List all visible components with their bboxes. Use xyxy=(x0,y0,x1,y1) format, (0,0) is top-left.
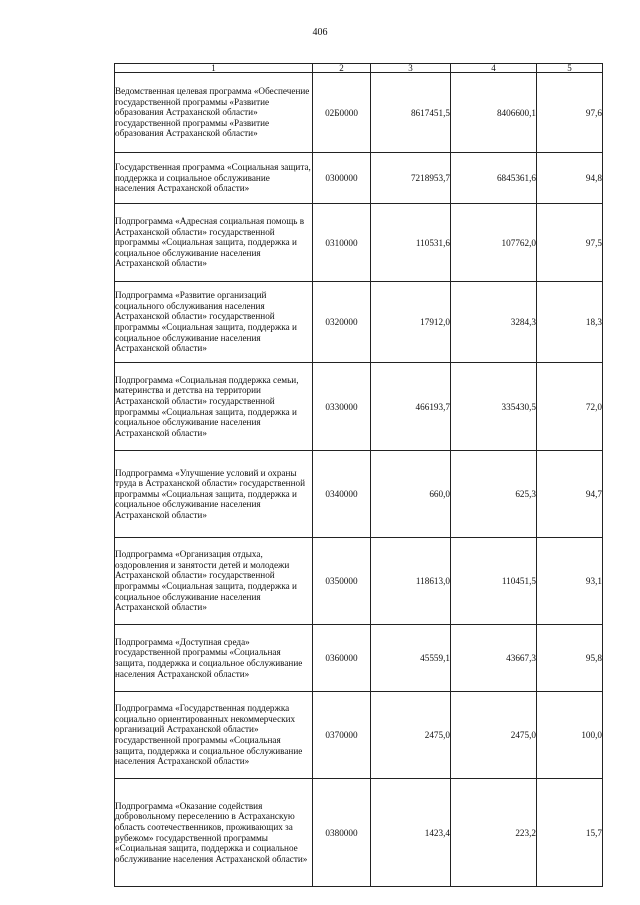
program-name: Подпрограмма «Организация отдыха, оздоровления и занятости детей и молодежи Астраханской области» государственной программы «Социальная защита, поддержка и социальное обслуживание населения Астраханской области» xyxy=(115,538,313,625)
program-code: 0360000 xyxy=(313,625,371,692)
budget-execution-table xyxy=(114,63,603,887)
actual-amount: 3284,3 xyxy=(451,282,537,363)
execution-percent: 97,6 xyxy=(537,73,603,153)
program-code: 0320000 xyxy=(313,282,371,363)
plan-amount: 8617451,5 xyxy=(371,73,451,153)
actual-amount: 8406600,1 xyxy=(451,73,537,153)
plan-amount: 466193,7 xyxy=(371,363,451,451)
execution-percent: 72,0 xyxy=(537,363,603,451)
plan-amount: 17912,0 xyxy=(371,282,451,363)
table-header-row xyxy=(115,64,603,73)
page-number: 406 xyxy=(312,27,328,38)
table-row xyxy=(115,204,603,282)
program-name: Государственная программа «Социальная защита, поддержка и социальное обслуживание населения Астраханской области» xyxy=(115,153,313,204)
actual-amount: 6845361,6 xyxy=(451,153,537,204)
program-code: 02Б0000 xyxy=(313,73,371,153)
program-name: Подпрограмма «Оказание содействия добровольному переселению в Астраханскую область соотечественников, проживающих за рубежом» государственной программы «Социальная защита, поддержка и социальное обслуживание населения Астраханской области» xyxy=(115,779,313,887)
column-header-1: 1 xyxy=(115,64,313,73)
column-header-5: 5 xyxy=(537,64,603,73)
program-name: Подпрограмма «Доступная среда» государственной программы «Социальная защита, поддержка и социальное обслуживание населения Астраханской области» xyxy=(115,625,313,692)
execution-percent: 93,1 xyxy=(537,538,603,625)
table-row xyxy=(115,363,603,451)
actual-amount: 223,2 xyxy=(451,779,537,887)
program-code: 0380000 xyxy=(313,779,371,887)
execution-percent: 15,7 xyxy=(537,779,603,887)
execution-percent: 18,3 xyxy=(537,282,603,363)
table-row xyxy=(115,692,603,779)
plan-amount: 110531,6 xyxy=(371,204,451,282)
column-header-2: 2 xyxy=(313,64,371,73)
actual-amount: 335430,5 xyxy=(451,363,537,451)
plan-amount: 118613,0 xyxy=(371,538,451,625)
program-code: 0340000 xyxy=(313,451,371,538)
program-code: 0330000 xyxy=(313,363,371,451)
program-code: 0370000 xyxy=(313,692,371,779)
table-row xyxy=(115,73,603,153)
table-row xyxy=(115,282,603,363)
program-name: Подпрограмма «Улучшение условий и охраны труда в Астраханской области» государственной программы «Социальная защита, поддержка и социальное обслуживание населения Астраханской области» xyxy=(115,451,313,538)
plan-amount: 7218953,7 xyxy=(371,153,451,204)
execution-percent: 97,5 xyxy=(537,204,603,282)
program-code: 0310000 xyxy=(313,204,371,282)
column-header-3: 3 xyxy=(371,64,451,73)
actual-amount: 43667,3 xyxy=(451,625,537,692)
actual-amount: 2475,0 xyxy=(451,692,537,779)
table-row xyxy=(115,451,603,538)
program-code: 0350000 xyxy=(313,538,371,625)
plan-amount: 660,0 xyxy=(371,451,451,538)
execution-percent: 94,8 xyxy=(537,153,603,204)
actual-amount: 625,3 xyxy=(451,451,537,538)
program-name: Подпрограмма «Социальная поддержка семьи, материнства и детства на территории Астраханской области» государственной программы «Социальная защита, поддержка и социальное обслуживание населения Астраханской области» xyxy=(115,363,313,451)
plan-amount: 2475,0 xyxy=(371,692,451,779)
actual-amount: 110451,5 xyxy=(451,538,537,625)
execution-percent: 94,7 xyxy=(537,451,603,538)
execution-percent: 100,0 xyxy=(537,692,603,779)
plan-amount: 45559,1 xyxy=(371,625,451,692)
table-row xyxy=(115,538,603,625)
program-code: 0300000 xyxy=(313,153,371,204)
table-row xyxy=(115,625,603,692)
actual-amount: 107762,0 xyxy=(451,204,537,282)
program-name: Подпрограмма «Государственная поддержка социально ориентированных некоммерческих организаций Астраханской области» государственной программы «Социальная защита, поддержка и социальное обслуживание населения Астраханской области» xyxy=(115,692,313,779)
plan-amount: 1423,4 xyxy=(371,779,451,887)
execution-percent: 95,8 xyxy=(537,625,603,692)
table-row xyxy=(115,153,603,204)
program-name: Подпрограмма «Развитие организаций социального обслуживания населения Астраханской области» государственной программы «Социальная защита, поддержка и социальное обслуживание населения Астраханской области» xyxy=(115,282,313,363)
program-name: Подпрограмма «Адресная социальная помощь в Астраханской области» государственной программы «Социальная защита, поддержка и социальное обслуживание населения Астраханской области» xyxy=(115,204,313,282)
column-header-4: 4 xyxy=(451,64,537,73)
program-name: Ведомственная целевая программа «Обеспечение государственной программы «Развитие образования Астраханской области» государственной программы «Развитие образования Астраханской области» xyxy=(115,73,313,153)
table-row xyxy=(115,779,603,887)
